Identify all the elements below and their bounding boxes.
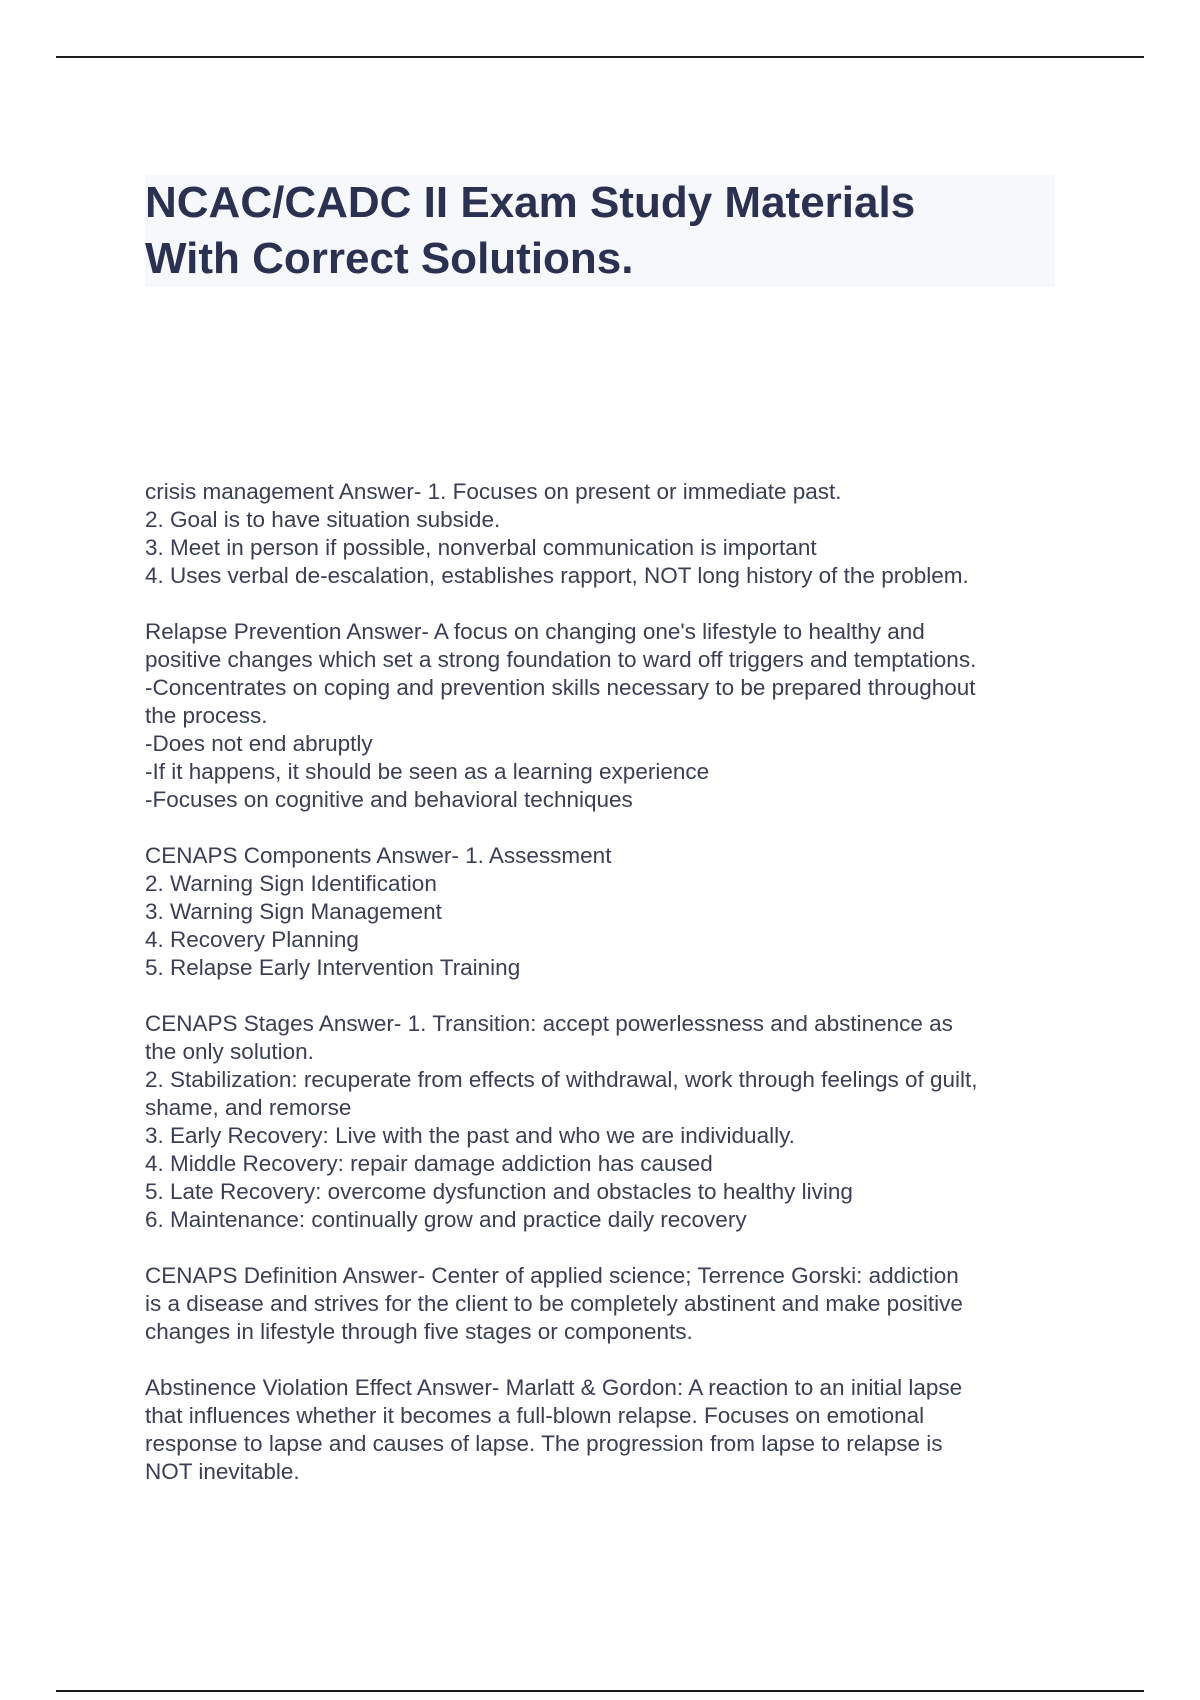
entry-line: -If it happens, it should be seen as a learning experience <box>145 759 710 784</box>
entry-line: -Does not end abruptly <box>145 731 373 756</box>
document-body <box>145 478 1055 1514</box>
entry-line: that influences whether it becomes a full-blown relapse. Focuses on emotional <box>145 1403 925 1428</box>
entry-line: 3. Early Recovery: Live with the past and who we are individually. <box>145 1123 795 1148</box>
entry-line: -Focuses on cognitive and behavioral techniques <box>145 787 633 812</box>
entry-line: CENAPS Definition Answer- Center of applied science; Terrence Gorski: addiction <box>145 1263 959 1288</box>
entry-line: CENAPS Stages Answer- 1. Transition: accept powerlessness and abstinence as <box>145 1011 953 1036</box>
title-block <box>145 175 1055 287</box>
entry-line: Relapse Prevention Answer- A focus on changing one's lifestyle to healthy and <box>145 619 925 644</box>
document-title <box>145 175 1055 287</box>
entry-line: CENAPS Components Answer- 1. Assessment <box>145 843 612 868</box>
entry-line: positive changes which set a strong foundation to ward off triggers and temptations. <box>145 647 977 672</box>
entry-cenaps-stages <box>145 1010 1055 1234</box>
entry-line: the process. <box>145 703 268 728</box>
entry-crisis-management <box>145 478 1055 590</box>
title-line: NCAC/CADC II Exam Study Materials <box>145 178 916 227</box>
entry-line: 2. Goal is to have situation subside. <box>145 507 501 532</box>
entry-line: the only solution. <box>145 1039 314 1064</box>
entry-line: is a disease and strives for the client to be completely abstinent and make positive <box>145 1291 963 1316</box>
entry-abstinence-violation-effect <box>145 1374 1055 1486</box>
top-rule <box>56 56 1144 58</box>
entry-line: NOT inevitable. <box>145 1459 300 1484</box>
entry-line: 4. Uses verbal de-escalation, establishes rapport, NOT long history of the problem. <box>145 563 969 588</box>
entry-cenaps-components <box>145 842 1055 982</box>
entry-line: 6. Maintenance: continually grow and practice daily recovery <box>145 1207 747 1232</box>
entry-line: 3. Warning Sign Management <box>145 899 442 924</box>
entry-line: -Concentrates on coping and prevention skills necessary to be prepared throughout <box>145 675 976 700</box>
entry-relapse-prevention <box>145 618 1055 814</box>
entry-line: Abstinence Violation Effect Answer- Marlatt & Gordon: A reaction to an initial lapse <box>145 1375 963 1400</box>
entry-line: 5. Late Recovery: overcome dysfunction and obstacles to healthy living <box>145 1179 853 1204</box>
title-line: With Correct Solutions. <box>145 234 634 283</box>
entry-line: 5. Relapse Early Intervention Training <box>145 955 521 980</box>
entry-line: 2. Warning Sign Identification <box>145 871 437 896</box>
bottom-rule <box>56 1690 1144 1692</box>
entry-line: 4. Recovery Planning <box>145 927 359 952</box>
entry-line: 3. Meet in person if possible, nonverbal communication is important <box>145 535 817 560</box>
entry-line: shame, and remorse <box>145 1095 352 1120</box>
entry-line: 4. Middle Recovery: repair damage addiction has caused <box>145 1151 713 1176</box>
entry-line: crisis management Answer- 1. Focuses on present or immediate past. <box>145 479 842 504</box>
entry-cenaps-definition <box>145 1262 1055 1346</box>
entry-line: changes in lifestyle through five stages or components. <box>145 1319 693 1344</box>
entry-line: 2. Stabilization: recuperate from effects of withdrawal, work through feelings of guilt, <box>145 1067 978 1092</box>
entry-line: response to lapse and causes of lapse. The progression from lapse to relapse is <box>145 1431 943 1456</box>
